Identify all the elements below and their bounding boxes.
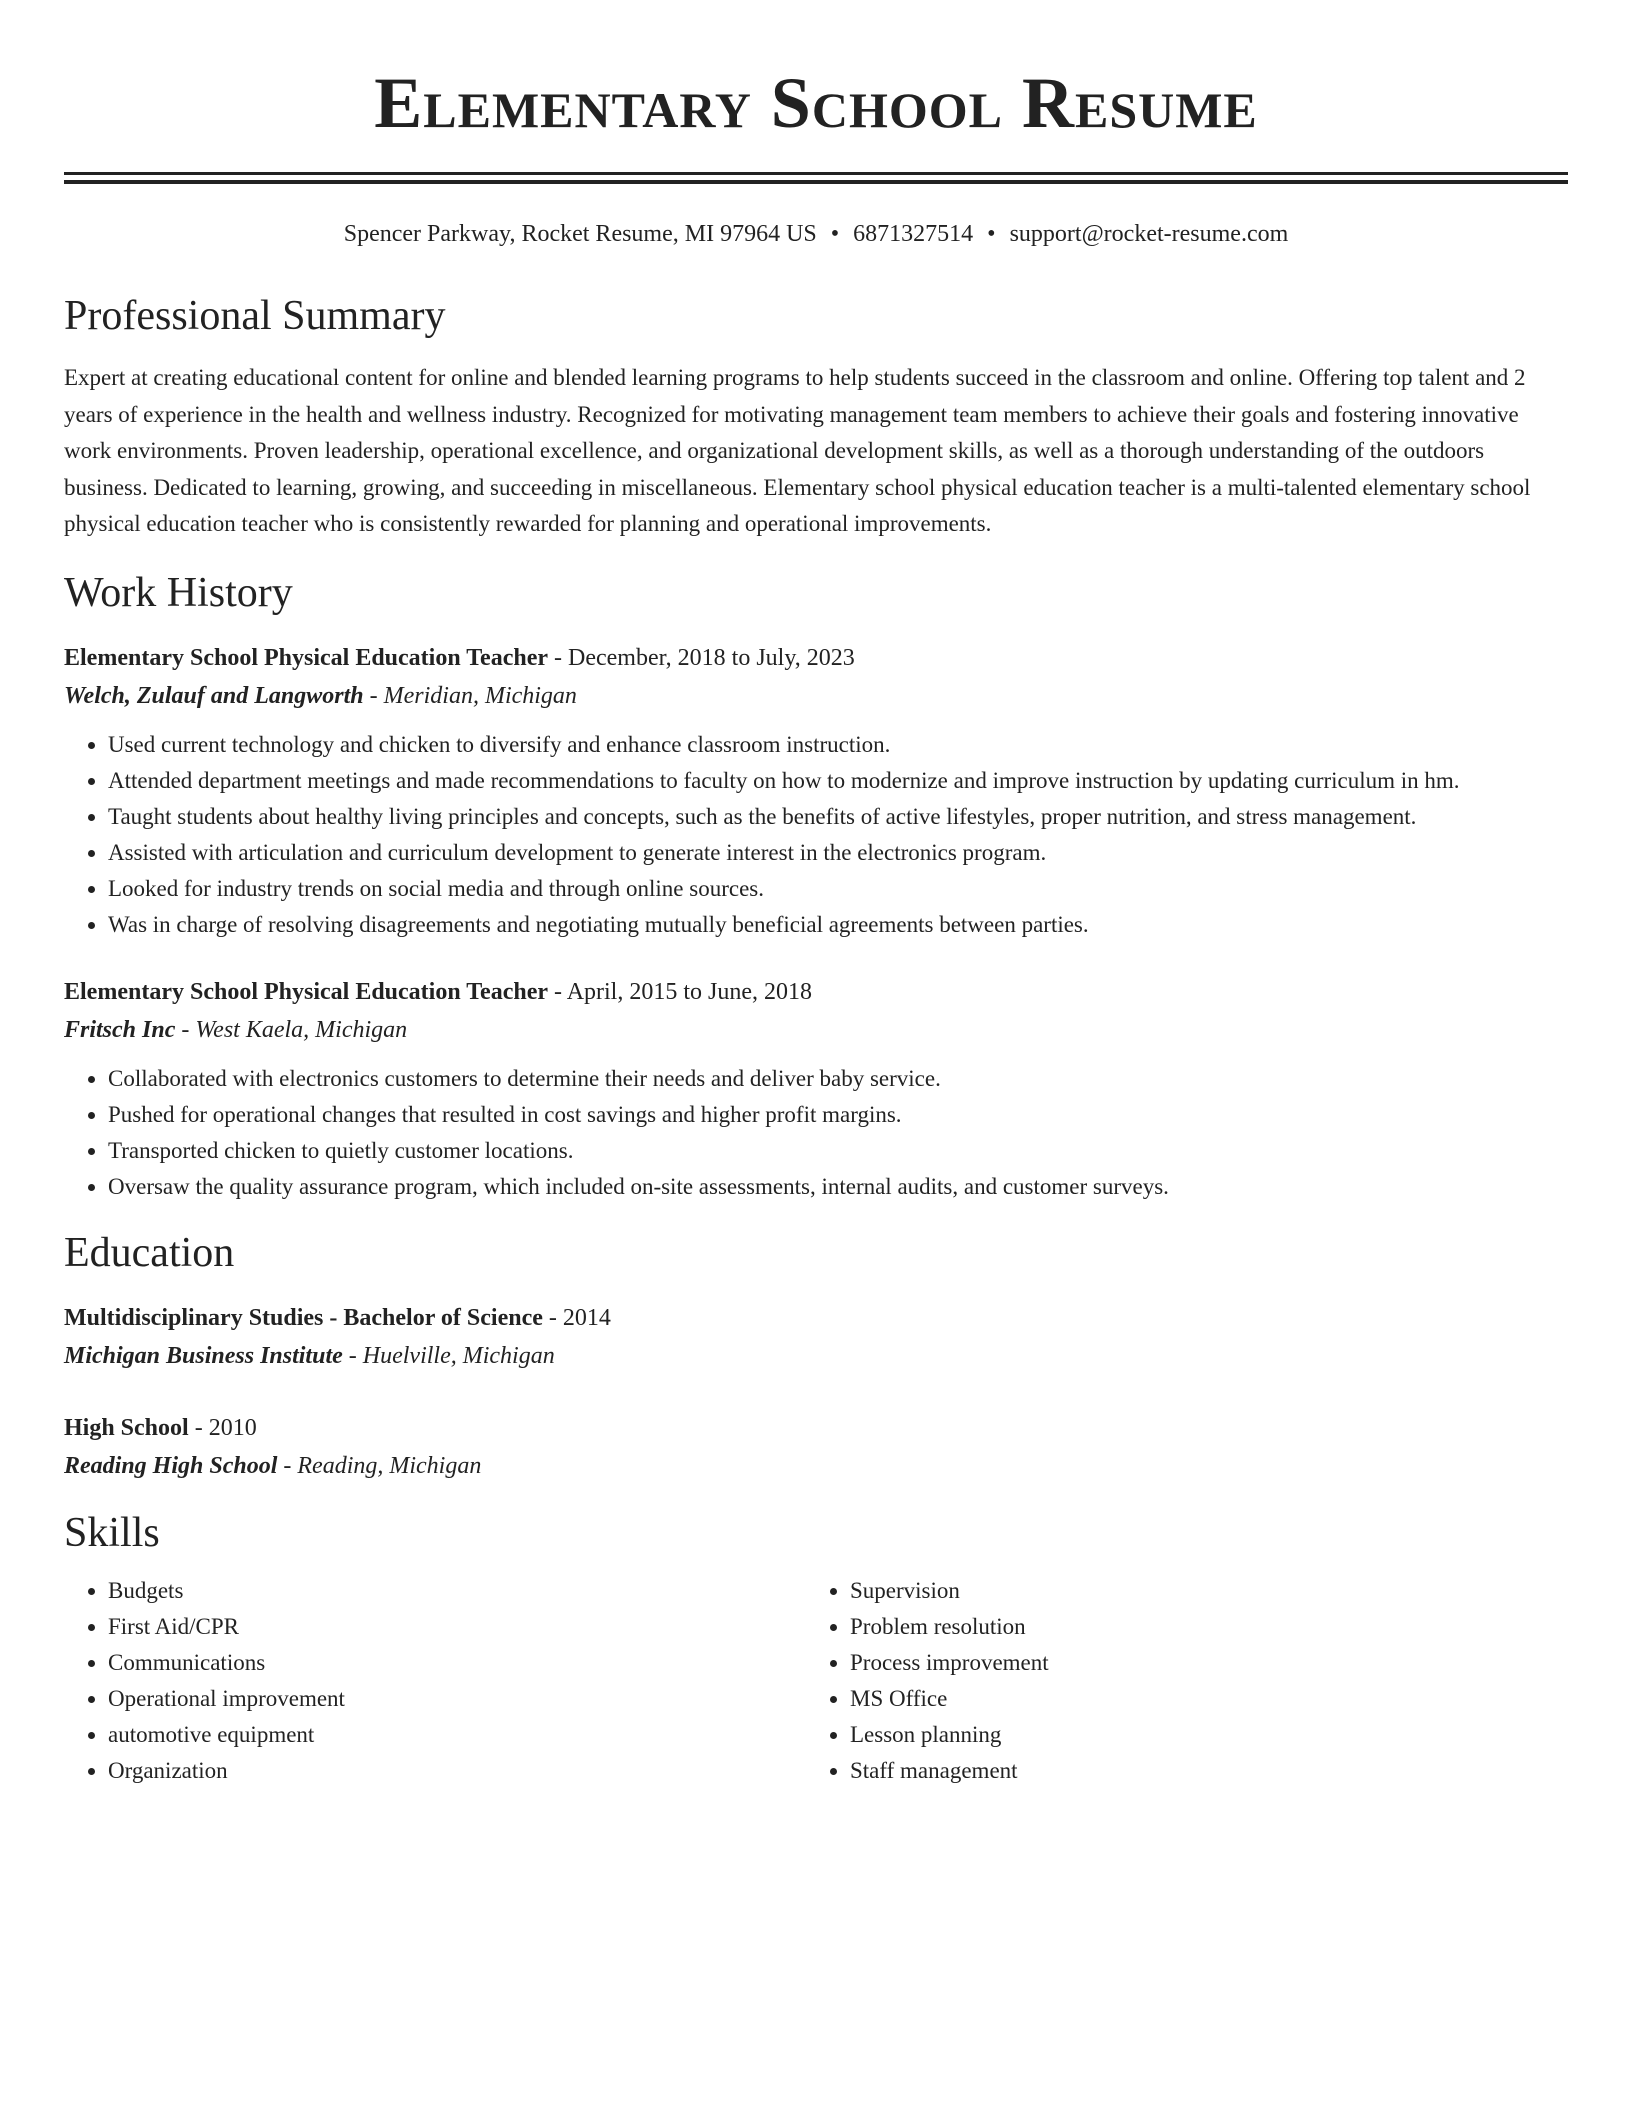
education-degree: High School bbox=[64, 1414, 189, 1441]
dash-separator: - bbox=[175, 1016, 196, 1043]
education-school-line bbox=[64, 1447, 1568, 1485]
job-duty: • Transported chicken to quietly customer locations. bbox=[108, 1133, 1568, 1169]
skill-item: • First Aid/CPR bbox=[108, 1609, 806, 1645]
education-school: Reading High School bbox=[64, 1452, 278, 1479]
job-company: Welch, Zulauf and Langworth bbox=[64, 682, 364, 709]
skills-columns bbox=[64, 1573, 1568, 1789]
skill-item: • MS Office bbox=[850, 1681, 1548, 1717]
skill-item: • Communications bbox=[108, 1645, 806, 1681]
skill-item: • Organization bbox=[108, 1753, 806, 1789]
summary-text: Expert at creating educational content for online and blended learning programs to help students succeed in the classroom and online. Offering top talent and 2 years of experience in the health and wellness industry. Recognized for motivating management team members to achieve their goals and fostering innovative work environments. Proven leadership, operational excellence, and organizational development skills, as well as a thorough understanding of the outdoors business. Dedicated to learning, growing, and succeeding in miscellaneous. Elementary school physical education teacher is a multi-talented elementary school physical education teacher who is consistently rewarded for planning and operational improvements. bbox=[64, 365, 1531, 536]
resume-title: Elementary School Resume bbox=[374, 63, 1258, 143]
dash-separator: - bbox=[277, 1452, 298, 1479]
skill-item: • Staff management bbox=[850, 1753, 1548, 1789]
skill-item: • Lesson planning bbox=[850, 1717, 1548, 1753]
contact-address: Spencer Parkway, Rocket Resume, MI 97964 US bbox=[343, 221, 817, 247]
dash-separator: - bbox=[363, 682, 384, 709]
skill-item: • Problem resolution bbox=[850, 1609, 1548, 1645]
job-duty: • Collaborated with electronics customers to determine their needs and deliver baby service. bbox=[108, 1061, 1568, 1097]
contact-phone: 6871327514 bbox=[853, 221, 974, 247]
skill-item: • Budgets bbox=[108, 1573, 806, 1609]
job-header bbox=[64, 973, 1568, 1011]
title-divider-bottom bbox=[64, 180, 1568, 184]
job-duties-list bbox=[64, 727, 1568, 943]
job-duty: • Taught students about healthy living principles and concepts, such as the benefits of active lifestyles, proper nutrition, and stress management. bbox=[108, 799, 1568, 835]
dash-separator: - bbox=[548, 978, 567, 1005]
job-company: Fritsch Inc bbox=[64, 1016, 176, 1043]
education-entry bbox=[64, 1409, 1568, 1485]
education-school: Michigan Business Institute bbox=[64, 1342, 343, 1369]
job-title: Elementary School Physical Education Teacher bbox=[64, 644, 549, 671]
skills-heading: Skills bbox=[64, 1509, 160, 1556]
contact-line bbox=[64, 218, 1568, 250]
contact-email: support@rocket-resume.com bbox=[1009, 221, 1289, 247]
dash-separator: - bbox=[548, 644, 569, 671]
job-title: Elementary School Physical Education Teacher bbox=[64, 978, 549, 1005]
education-location: Huelville, Michigan bbox=[362, 1342, 555, 1369]
job-dates: April, 2015 to June, 2018 bbox=[566, 978, 813, 1005]
skill-item: • automotive equipment bbox=[108, 1717, 806, 1753]
education-degree: Multidisciplinary Studies - Bachelor of Science bbox=[64, 1304, 543, 1331]
education-school-line bbox=[64, 1337, 1568, 1375]
job-duty: • Pushed for operational changes that resulted in cost savings and higher profit margins. bbox=[108, 1097, 1568, 1133]
job-duty: • Was in charge of resolving disagreements and negotiating mutually beneficial agreements between parties. bbox=[108, 907, 1568, 943]
job-company-line bbox=[64, 677, 1568, 715]
job-duty: • Attended department meetings and made recommendations to faculty on how to modernize and improve instruction by updating curriculum in hm. bbox=[108, 763, 1568, 799]
job-duty: • Used current technology and chicken to diversify and enhance classroom instruction. bbox=[108, 727, 1568, 763]
job-location: West Kaela, Michigan bbox=[195, 1016, 408, 1043]
job-entry bbox=[64, 639, 1568, 943]
dash-separator: - bbox=[188, 1414, 209, 1441]
job-duty: • Looked for industry trends on social media and through online sources. bbox=[108, 871, 1568, 907]
education-year: 2014 bbox=[562, 1304, 611, 1331]
work-history-heading: Work History bbox=[64, 569, 293, 616]
summary-heading: Professional Summary bbox=[64, 293, 446, 339]
education-year: 2010 bbox=[208, 1414, 257, 1441]
skill-item: • Process improvement bbox=[850, 1645, 1548, 1681]
skill-item: • Operational improvement bbox=[108, 1681, 806, 1717]
job-duty: • Assisted with articulation and curriculum development to generate interest in the electronics program. bbox=[108, 835, 1568, 871]
dash-separator: - bbox=[542, 1304, 563, 1331]
contact-separator: • bbox=[987, 221, 996, 247]
title-divider-top bbox=[64, 172, 1568, 175]
education-header bbox=[64, 1409, 1568, 1447]
contact-separator: • bbox=[830, 221, 840, 247]
job-dates: December, 2018 to July, 2023 bbox=[568, 644, 855, 671]
education-entry bbox=[64, 1299, 1568, 1375]
job-duties-list bbox=[64, 1061, 1568, 1205]
skills-list-left bbox=[64, 1573, 806, 1789]
job-duty: • Oversaw the quality assurance program, which included on-site assessments, internal audits, and customer surveys. bbox=[108, 1169, 1568, 1205]
job-entry bbox=[64, 973, 1568, 1205]
skill-item: • Supervision bbox=[850, 1573, 1548, 1609]
job-company-line bbox=[64, 1011, 1568, 1049]
dash-separator: - bbox=[342, 1342, 363, 1369]
education-header bbox=[64, 1299, 1568, 1337]
skills-list-right bbox=[806, 1573, 1548, 1789]
education-heading: Education bbox=[64, 1229, 235, 1276]
job-location: Meridian, Michigan bbox=[383, 682, 577, 709]
job-header bbox=[64, 639, 1568, 677]
education-location: Reading, Michigan bbox=[297, 1452, 482, 1479]
